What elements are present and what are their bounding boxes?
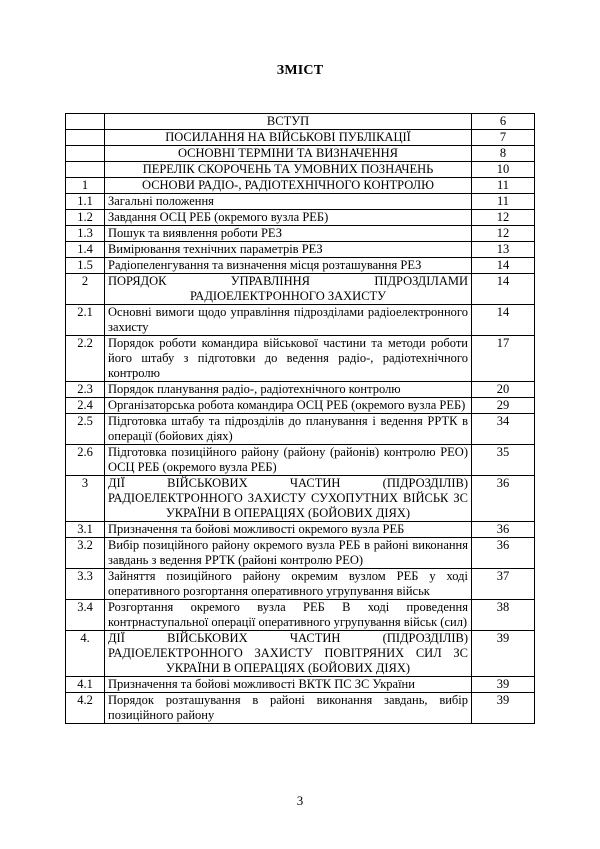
toc-page-number: 12 [472,226,535,242]
toc-row [66,162,535,178]
toc-row [66,178,535,194]
toc-page-number: 14 [472,258,535,274]
toc-section-title: Вибір позиційного району окремого вузла РЕБ в районі виконання завдань з ведення РРТК (районі контролю РЕО) [105,538,472,569]
toc-section-number: 1.5 [66,258,105,274]
toc-section-title: ВСТУП [105,114,472,130]
toc-page-number: 34 [472,414,535,445]
toc-section-number: 1.2 [66,210,105,226]
toc-page-number: 17 [472,336,535,382]
table-of-contents [65,113,535,724]
toc-page-number: 13 [472,242,535,258]
toc-row [66,631,535,677]
toc-section-title: ОСНОВИ РАДІО-, РАДІОТЕХНІЧНОГО КОНТРОЛЮ [105,178,472,194]
toc-row [66,522,535,538]
toc-section-title: Порядок розташування в районі виконання завдань, вибір позиційного району [105,693,472,724]
toc-section-title: Зайняття позиційного району окремим вузлом РЕБ у ході оперативного розгортання оперативного угрупування військ [105,569,472,600]
toc-row [66,600,535,631]
toc-section-number: 3 [66,476,105,522]
toc-page-number: 37 [472,569,535,600]
page-number: 3 [296,793,304,808]
toc-page-number: 39 [472,677,535,693]
toc-section-number: 1.1 [66,194,105,210]
toc-section-number: 3.4 [66,600,105,631]
toc-page-number: 12 [472,210,535,226]
toc-page-number: 38 [472,600,535,631]
toc-page-number: 14 [472,305,535,336]
toc-section-title: Пошук та виявлення роботи РЕЗ [105,226,472,242]
toc-page-number: 29 [472,398,535,414]
toc-section-title: ПОСИЛАННЯ НА ВІЙСЬКОВІ ПУБЛІКАЦІЇ [105,130,472,146]
toc-section-title: Завдання ОСЦ РЕБ (окремого вузла РЕБ) [105,210,472,226]
toc-page-number: 11 [472,178,535,194]
toc-row [66,336,535,382]
toc-section-title: Порядок роботи командира військової частини та методи роботи його штабу з підготовки до ведення радіо-, радіотехнічного контролю [105,336,472,382]
toc-body [66,114,535,724]
page-title: ЗМІСТ [276,63,324,78]
toc-section-title: Підготовка штабу та підрозділів до планування і ведення РРТК в операції (бойових діях) [105,414,472,445]
toc-section-title: Вимірювання технічних параметрів РЕЗ [105,242,472,258]
toc-section-title: ДІЇ ВІЙСЬКОВИХ ЧАСТИН (ПІДРОЗДІЛІВ) РАДІОЕЛЕКТРОННОГО ЗАХИСТУ ПОВІТРЯНИХ СИЛ ЗС УКРАЇНИ В ОПЕРАЦІЯХ (БОЙОВИХ ДІЯХ) [105,631,472,677]
toc-page-number: 39 [472,631,535,677]
toc-row [66,146,535,162]
toc-section-number: 2.6 [66,445,105,476]
toc-page-number: 6 [472,114,535,130]
toc-page-number: 7 [472,130,535,146]
toc-section-number [66,130,105,146]
toc-section-title: Основні вимоги щодо управління підрозділами радіоелектронного захисту [105,305,472,336]
toc-page-number: 35 [472,445,535,476]
toc-page-number: 8 [472,146,535,162]
toc-section-number: 2.1 [66,305,105,336]
toc-page-number: 14 [472,274,535,305]
toc-row [66,677,535,693]
toc-section-title: Призначення та бойові можливості ВКТК ПС ЗС України [105,677,472,693]
toc-section-title: Загальні положення [105,194,472,210]
toc-page-number: 36 [472,522,535,538]
toc-section-number: 4. [66,631,105,677]
toc-row [66,130,535,146]
toc-row [66,242,535,258]
toc-row [66,693,535,724]
toc-section-title: Підготовка позиційного району (району (районів) контролю РЕО) ОСЦ РЕБ (окремого вузла РЕБ) [105,445,472,476]
toc-section-number [66,114,105,130]
toc-row [66,414,535,445]
toc-section-number: 3.3 [66,569,105,600]
toc-section-title: ДІЇ ВІЙСЬКОВИХ ЧАСТИН (ПІДРОЗДІЛІВ) РАДІОЕЛЕКТРОННОГО ЗАХИСТУ СУХОПУТНИХ ВІЙСЬК ЗС УКРАЇНИ В ОПЕРАЦІЯХ (БОЙОВИХ ДІЯХ) [105,476,472,522]
toc-section-number: 3.2 [66,538,105,569]
toc-section-number: 4.2 [66,693,105,724]
toc-section-number: 1.4 [66,242,105,258]
toc-row [66,569,535,600]
toc-page-number: 20 [472,382,535,398]
toc-section-title: Розгортання окремого вузла РЕБ В ході проведення контрнаступальної операції оперативного угрупування військ (сил) [105,600,472,631]
toc-page-number: 10 [472,162,535,178]
toc-section-title: Радіопеленгування та визначення місця розташування РЕЗ [105,258,472,274]
toc-page-number: 36 [472,538,535,569]
toc-section-title: Призначення та бойові можливості окремого вузла РЕБ [105,522,472,538]
toc-page-number: 36 [472,476,535,522]
toc-section-number [66,146,105,162]
toc-row [66,226,535,242]
toc-section-title: ПОРЯДОК УПРАВЛІННЯ ПІДРОЗДІЛАМИ РАДІОЕЛЕКТРОННОГО ЗАХИСТУ [105,274,472,305]
toc-row [66,445,535,476]
toc-row [66,258,535,274]
toc-row [66,476,535,522]
toc-section-title: Порядок планування радіо-, радіотехнічного контролю [105,382,472,398]
toc-row [66,274,535,305]
toc-row [66,194,535,210]
toc-section-title: ОСНОВНІ ТЕРМІНИ ТА ВИЗНАЧЕННЯ [105,146,472,162]
toc-row [66,382,535,398]
toc-page-number: 39 [472,693,535,724]
toc-section-number: 2.4 [66,398,105,414]
toc-row [66,398,535,414]
toc-section-title: ПЕРЕЛІК СКОРОЧЕНЬ ТА УМОВНИХ ПОЗНАЧЕНЬ [105,162,472,178]
toc-row [66,114,535,130]
toc-section-title: Організаторська робота командира ОСЦ РЕБ (окремого вузла РЕБ) [105,398,472,414]
toc-section-number: 1.3 [66,226,105,242]
toc-section-number: 3.1 [66,522,105,538]
toc-section-number: 2.3 [66,382,105,398]
toc-row [66,305,535,336]
toc-page-number: 11 [472,194,535,210]
toc-row [66,210,535,226]
toc-section-number: 4.1 [66,677,105,693]
toc-section-number: 2.2 [66,336,105,382]
toc-section-number: 2 [66,274,105,305]
toc-section-number [66,162,105,178]
toc-row [66,538,535,569]
toc-section-number: 2.5 [66,414,105,445]
toc-section-number: 1 [66,178,105,194]
